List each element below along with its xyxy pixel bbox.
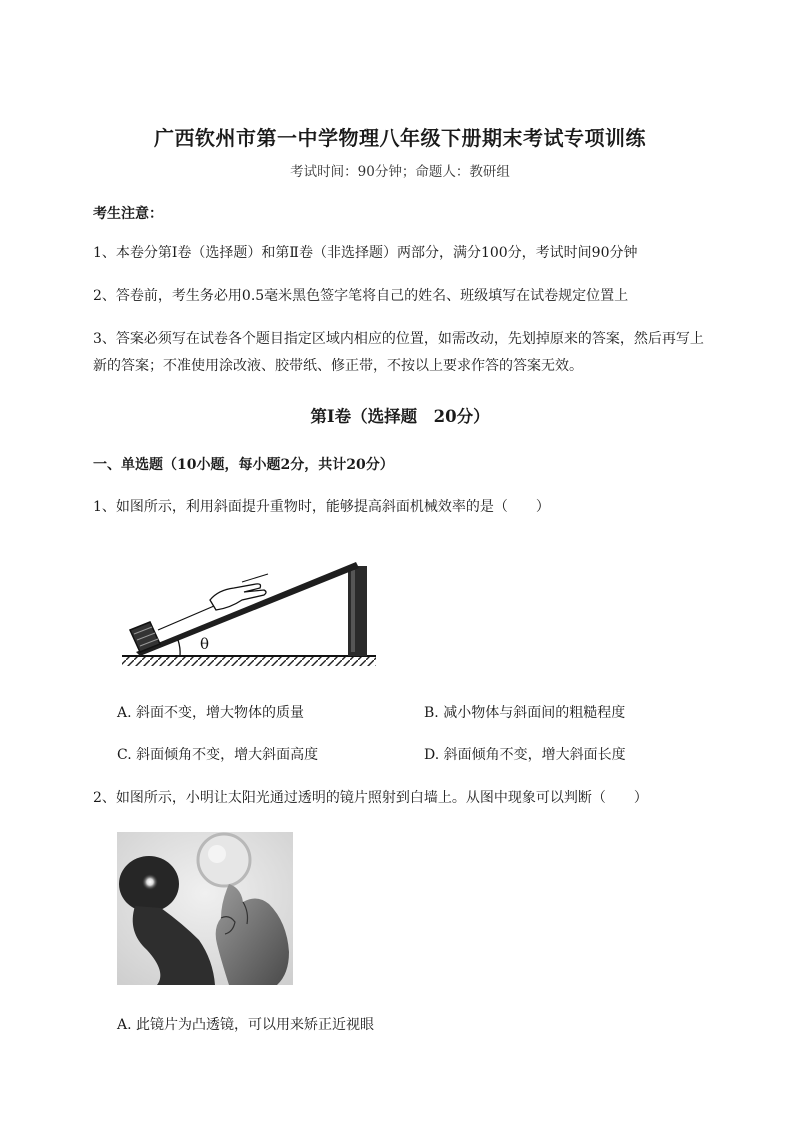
incline-board <box>136 562 359 656</box>
notice-item-1: 1、本卷分第I卷（选择题）和第Ⅱ卷（非选择题）两部分，满分100分，考试时间90分钟 <box>93 245 638 261</box>
light-spot <box>142 874 158 890</box>
section-title: 第I卷（选择题 20分） <box>310 407 490 426</box>
notice-heading: 考生注意： <box>93 206 163 222</box>
question-2-stem: 2、如图所示，小明让太阳光通过透明的镜片照射到白墙上。从图中现象可以判断（ ） <box>93 790 648 806</box>
lens-photo-figure <box>117 832 293 985</box>
ground-hatching <box>122 657 376 666</box>
part-heading: 一、单选题（10小题，每小题2分，共计20分） <box>93 457 394 473</box>
q1-option-d[interactable]: D. 斜面倾角不变，增大斜面长度 <box>424 747 626 763</box>
inclined-plane-figure <box>118 548 380 672</box>
question-1-stem: 1、如图所示，利用斜面提升重物时，能够提高斜面机械效率的是（ ） <box>93 499 550 515</box>
angle-arc <box>178 640 180 656</box>
lens <box>198 834 250 886</box>
page-title: 广西钦州市第一中学物理八年级下册期末考试专项训练 <box>154 126 646 150</box>
pillar-highlight <box>351 570 355 652</box>
notice-item-2: 2、答卷前，考生务必用0.5毫米黑色签字笔将自己的姓名、班级填写在试卷规定位置上 <box>93 288 629 304</box>
q2-option-a[interactable]: A. 此镜片为凸透镜，可以用来矫正近视眼 <box>117 1017 375 1033</box>
q1-option-c[interactable]: C. 斜面倾角不变，增大斜面高度 <box>117 747 319 763</box>
q1-option-a[interactable]: A. 斜面不变，增大物体的质量 <box>117 705 305 721</box>
exam-info: 考试时间：90分钟；命题人：教研组 <box>290 164 510 180</box>
q1-option-b[interactable]: B. 减小物体与斜面间的粗糙程度 <box>424 705 626 721</box>
theta-label: θ <box>200 635 210 653</box>
notice-item-3: 3、答案必须写在试卷各个题目指定区域内相应的位置，如需改动，先划掉原来的答案，然后再写上新的答案；不准使用涂改液、胶带纸、修正带，不按以上要求作答的答案无效。 <box>93 331 704 374</box>
support-pillar <box>348 566 367 656</box>
